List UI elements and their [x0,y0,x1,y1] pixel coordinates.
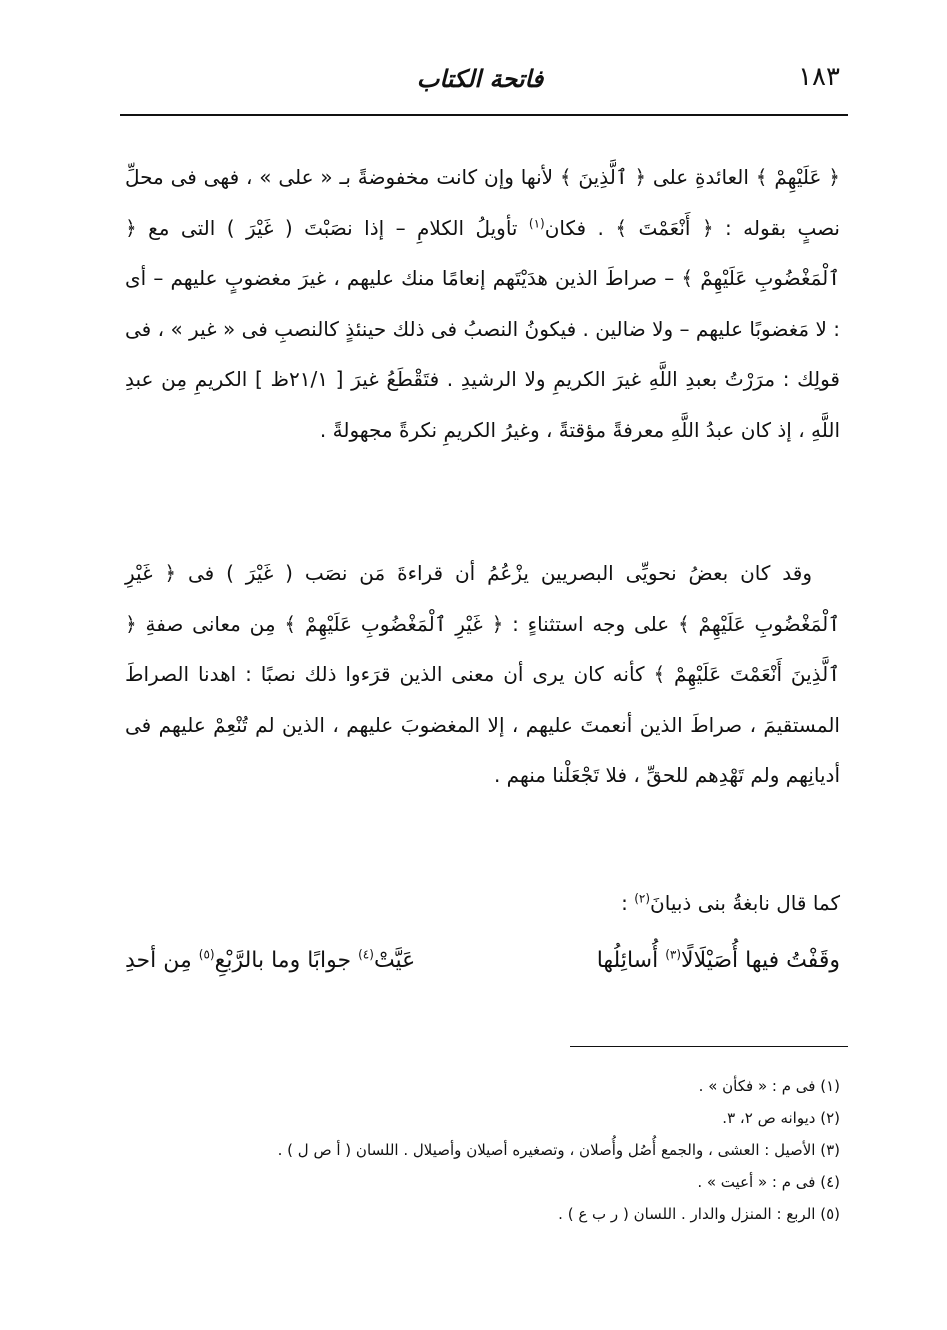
footnote-ref-5: (٥) [198,947,215,962]
footnote-3: (٣) الأصيل : العشى ، والجمع أُصُل وأُصلان ، وتصغيره أصيلان وأصيلال . اللسان ( أ ص ل ) . [277,1141,840,1159]
paragraph-1-text-rest: تأويلُ الكلامِ – إذا نصَبْتَ ( غَيْرَ ) التى مع ﴿ ٱلْمَغْضُوبِ عَلَيْهِمْ ﴾ – صراطَ الذين هدَيْتَهم إنعامًا منك عليهم ، غيرَ مغضوبٍ عليهم – أى : لا مَغضوبًا عليهم – ولا ضالين . فيكونُ النصبُ فى ذلك حينئذٍ كالنصبِ فى « غير » ، فى قولِك : مرَرْتُ بعبدِ اللَّهِ غيرَ الكريمِ ولا الرشيدِ . فتَقْطَعُ غيرَ [ ٢١/١ظ ] الكريمِ مِن عبدِ اللَّهِ ، إذ كان عبدُ اللَّهِ معرفةً مؤقتةً ، وغيرُ الكريمِ نكرةً مجهولةً . [125,215,840,442]
footnote-4: (٤) فى م : « أعيت » . [697,1173,840,1191]
running-title: فاتحة الكتاب [416,64,544,93]
verse-second-mid: جوابًا وما بالرَّبْعِ [214,948,359,973]
footnote-ref-1: (١) [528,215,545,230]
verse-second-text: عَيَّتْ [373,948,416,973]
page-header [120,62,840,102]
verse-first-end: أُسائِلُها [596,948,666,973]
header-rule [120,114,848,116]
paragraph-2: وقد كان بعضُ نحويِّى البصريين يزْعُمُ أن قراءةَ مَن نصَب ( غَيْرَ ) فى ﴿ غَيْرِ ٱلْمَغْضُوبِ عَلَيْهِمْ ﴾ على وجه استثناءٍ : ﴿ غَيْرِ ٱلْمَغْضُوبِ عَلَيْهِمْ ﴾ مِن معانى صفةِ ﴿ ٱلَّذِينَ أَنْعَمْتَ عَلَيْهِمْ ﴾ كأنه كان يرى أن معنى الذين قرَءوا ذلك نصبًا : اهدنا الصراطَ المستقيمَ ، صراطَ الذين أنعمتَ عليهم ، إلا المغضوبَ عليهم ، الذين لم تُنْعِمْ عليهم فى أديانِهم ولم تَهْدِهم للحقِّ ، فلا تَجْعَلْنا منهم . [125,561,840,787]
paragraph-3-end: : [621,891,635,915]
verse-second-hemistich [125,948,415,973]
paragraph-1 [125,152,840,455]
footnotes [125,1070,840,1230]
footnote-separator [570,1046,848,1047]
footnote-ref-3: (٣) [665,947,682,962]
poetry-verse [125,940,840,996]
paragraph-3-text: كما قال نابغةُ بنى ذبيانَ [650,891,840,915]
verse-first-text: وقَفْتُ فيها أُصَيْلَالًا [681,948,840,973]
footnote-ref-2: (٢) [634,891,651,906]
footnote-5: (٥) الربع : المنزل والدار . اللسان ( ر ب ع ) . [558,1205,840,1223]
page-number: ١٨٣ [798,62,840,92]
verse-first-hemistich [597,948,840,973]
footnote-1: (١) فى م : « فكأن » . [698,1077,840,1095]
paragraph-3 [185,878,840,929]
verse-second-end: مِن أحدِ [125,948,199,973]
paragraph-1-text: ﴿ عَلَيْهِمْ ﴾ العائدةِ على ﴿ ٱلَّذِينَ ﴾ لأنها وإن كانت مخفوضةً بـ « على » ، فهى فى محلِّ نصبٍ بقوله : ﴿ أَنْعَمْتَ ﴾ . فكان [125,165,840,240]
footnote-2: (٢) ديوانه ص ٢، ٣. [722,1109,840,1127]
footnote-ref-4: (٤) [358,947,374,962]
